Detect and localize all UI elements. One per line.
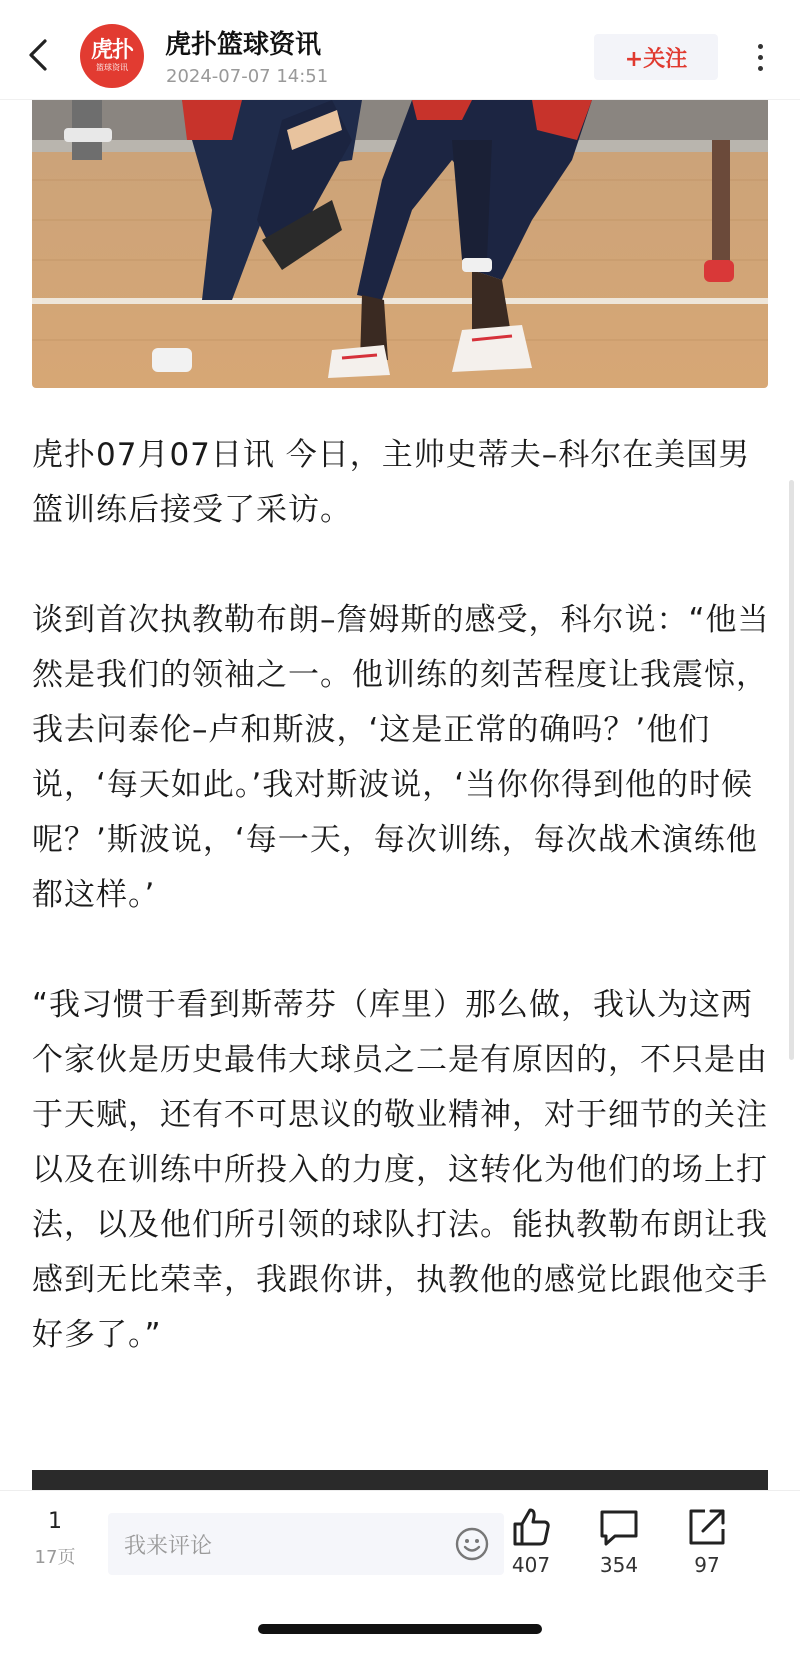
article-paragraph: 虎扑07月07日讯 今日，主帅史蒂夫–科尔在美国男篮训练后接受了采访。 xyxy=(32,437,751,528)
back-button[interactable] xyxy=(18,30,58,80)
post-timestamp: 2024-07-07 14:51 xyxy=(166,66,329,87)
thumbs-up-icon xyxy=(509,1505,553,1549)
top-bar xyxy=(0,0,800,100)
comment-input[interactable] xyxy=(108,1513,504,1575)
article-body xyxy=(32,428,772,1418)
share-out-icon xyxy=(685,1505,729,1549)
comment-bubble-icon xyxy=(597,1505,641,1549)
share-button[interactable] xyxy=(672,1505,742,1577)
article-photo-top[interactable] xyxy=(32,100,768,388)
account-name[interactable]: 虎扑篮球资讯 xyxy=(165,30,322,60)
like-button[interactable] xyxy=(496,1505,566,1577)
comment-button[interactable] xyxy=(584,1505,654,1577)
comment-count: 354 xyxy=(599,1553,639,1577)
follow-button[interactable]: +关注 xyxy=(594,34,718,80)
comment-placeholder: 我来评论 xyxy=(124,1534,213,1559)
share-count: 97 xyxy=(694,1553,720,1577)
page-total[interactable]: 17页 xyxy=(34,1547,76,1568)
basketball-practice-image xyxy=(32,100,768,388)
like-count: 407 xyxy=(511,1553,551,1577)
home-indicator[interactable] xyxy=(258,1624,542,1634)
more-options-icon[interactable] xyxy=(748,34,772,80)
avatar-logo-subtext: 篮球资讯 xyxy=(96,63,128,72)
smiley-icon[interactable] xyxy=(454,1526,490,1562)
chevron-left-icon xyxy=(27,38,49,72)
article-paragraph: 谈到首次执教勒布朗–詹姆斯的感受，科尔说：“他当然是我们的领袖之一。他训练的刻苦程度让我震惊，我去问泰伦–卢和斯波，‘这是正常的确吗？’他们说，‘每天如此。’我对斯波说，‘当你你得到他的时候呢？’斯波说，‘每一天，每次训练，每次战术演练他都这样。’ xyxy=(32,602,770,913)
scrollbar[interactable] xyxy=(789,480,794,1060)
article-paragraph: “我习惯于看到斯蒂芬（库里）那么做，我认为这两个家伙是历史最伟大球员之二是有原因的，不只是由于天赋，还有不可思议的敬业精神，对于细节的关注以及在训练中所投入的力度，这转化为他们的场上打法，以及他们所引领的球队打法。能执教勒布朗让我感到无比荣幸，我跟你讲，执教他的感觉比跟他交手好多了。” xyxy=(32,987,768,1353)
account-avatar[interactable] xyxy=(80,24,144,88)
avatar-logo-text: 虎扑 xyxy=(90,38,133,63)
page-current[interactable]: 1 xyxy=(48,1509,62,1534)
